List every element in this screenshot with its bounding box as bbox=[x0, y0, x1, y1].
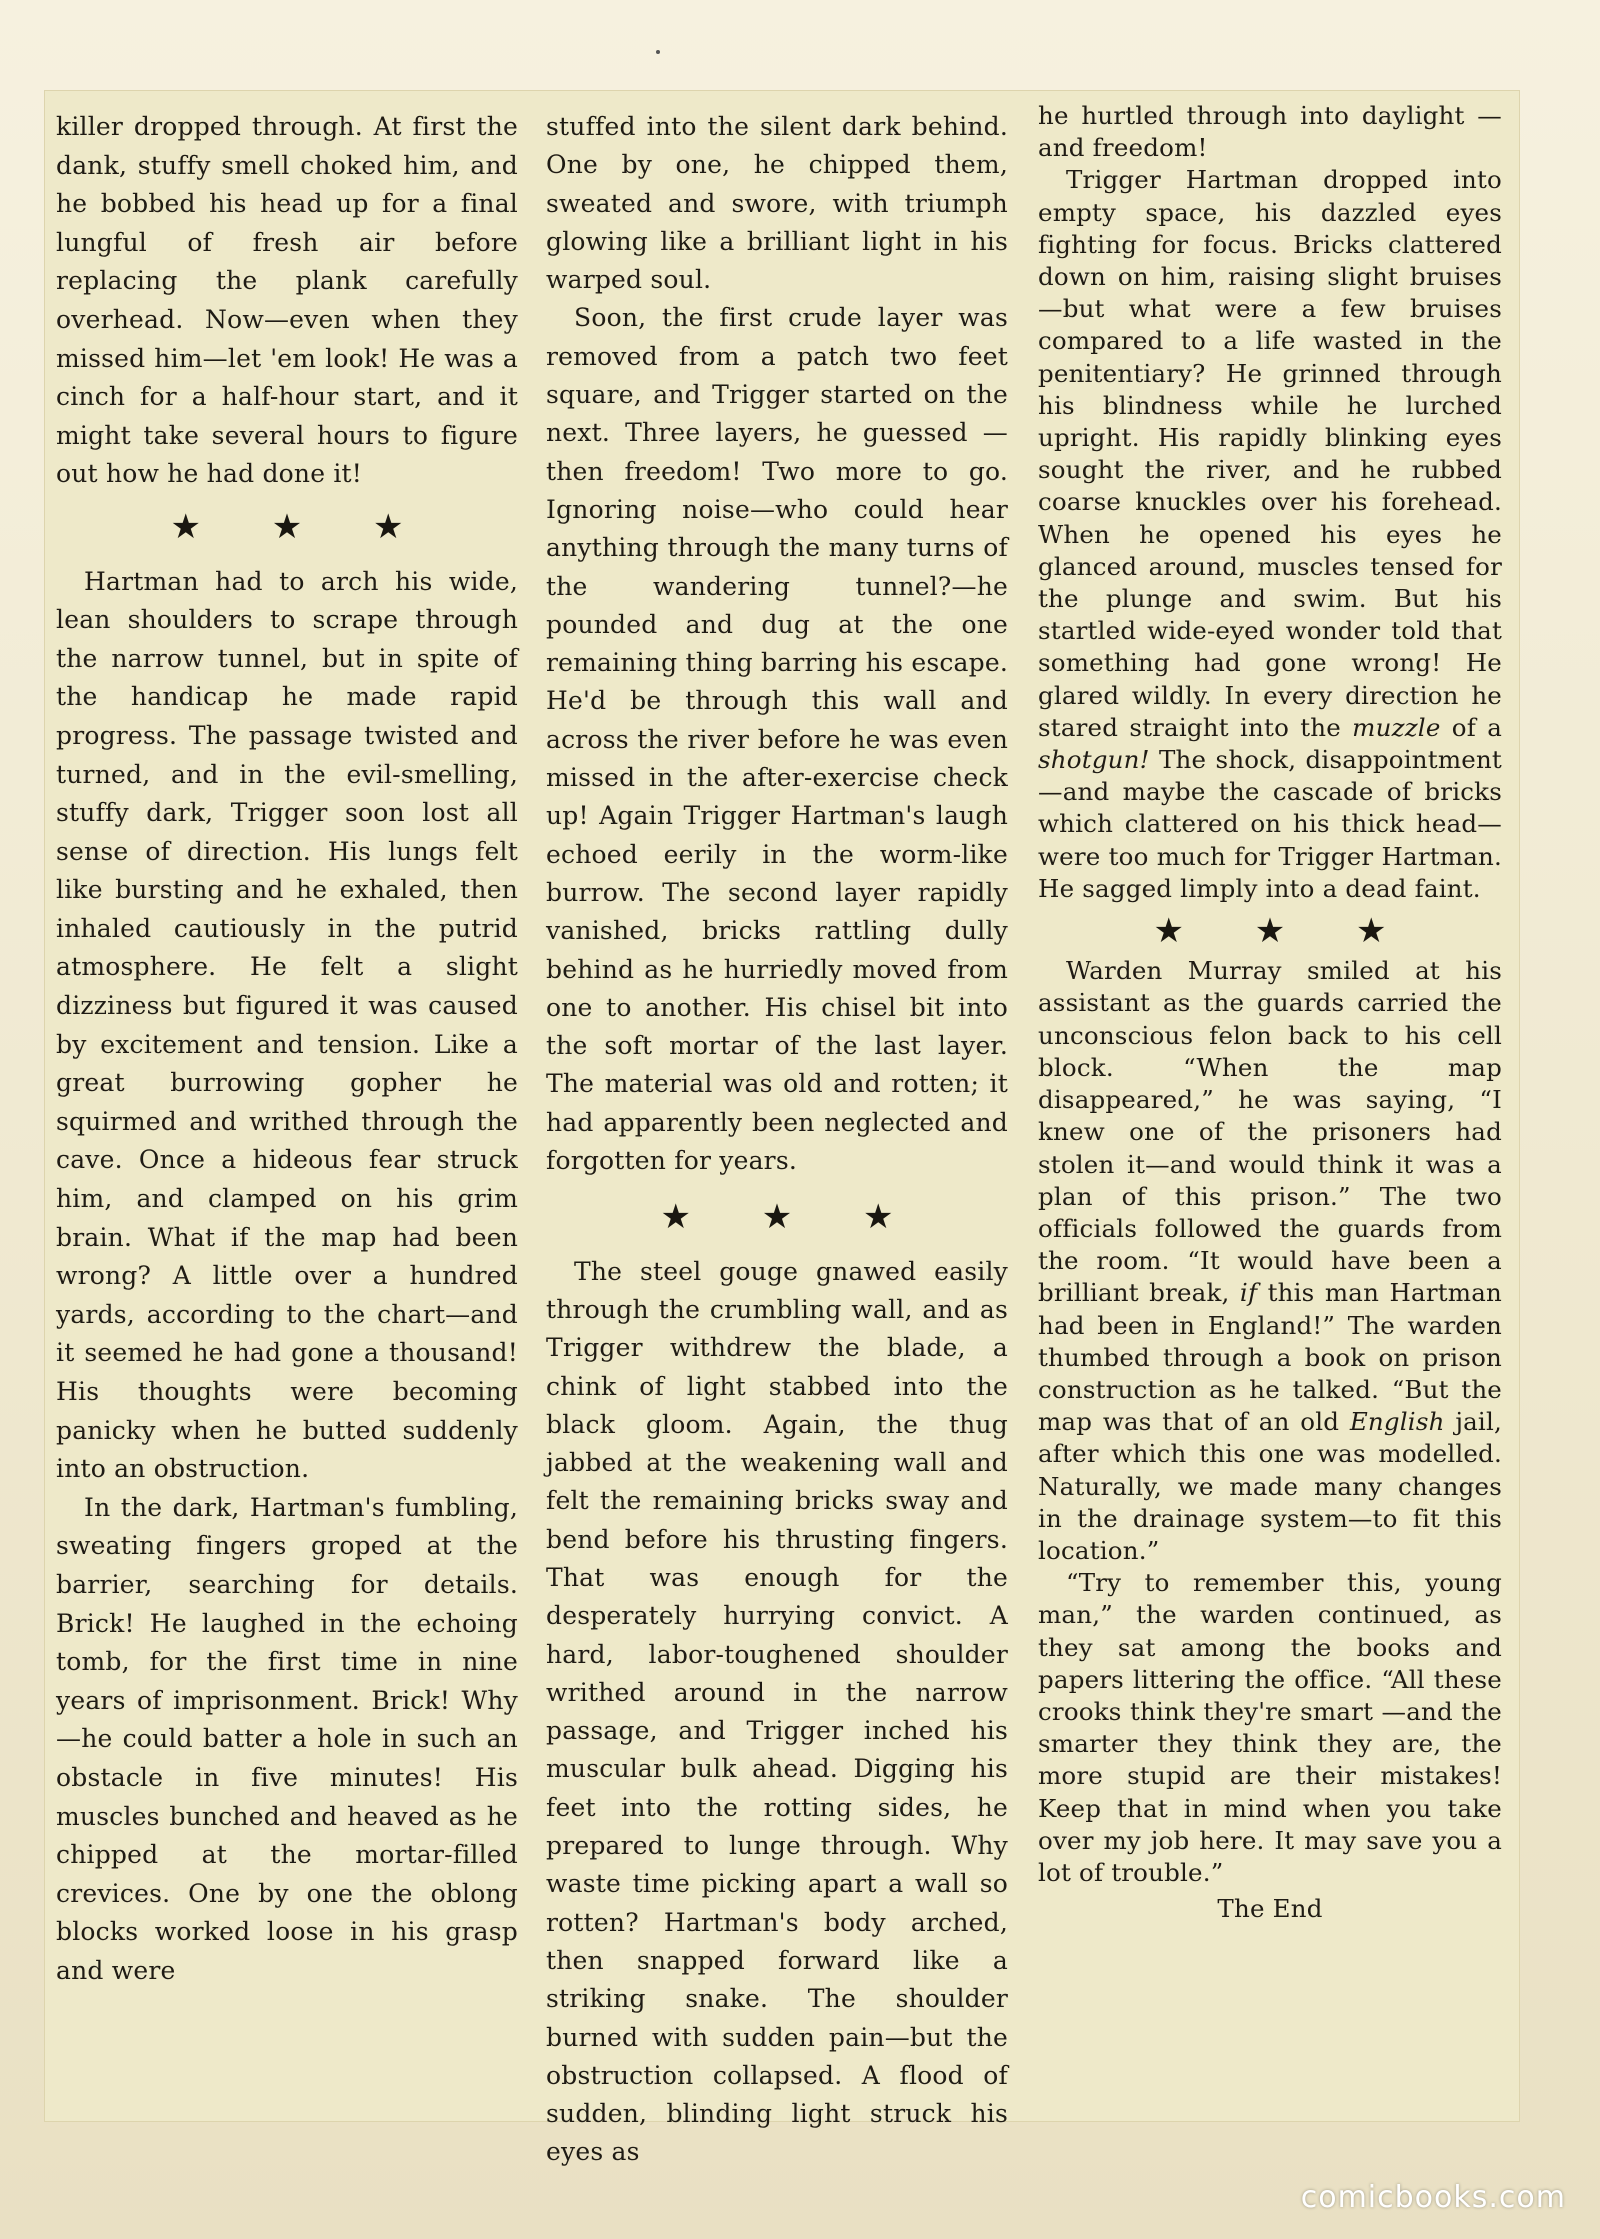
emphasis-text: English bbox=[1349, 1407, 1445, 1437]
section-break-stars: ★ ★ ★ bbox=[1153, 911, 1417, 952]
column-1 bbox=[56, 108, 518, 1991]
emphasis-text: shotgun! bbox=[1038, 745, 1150, 775]
paragraph bbox=[1038, 164, 1502, 905]
paragraph-text: this man Hartman had been in England!” The warden thumbed through a book on prison construction as he talked. “But the map was that of an old bbox=[1038, 1278, 1503, 1437]
column-3 bbox=[1038, 100, 1502, 1925]
paragraph: In the dark, Hartman's fumbling, sweating fingers groped at the barrier, searching for details. Brick! He laughed in the echoing tomb, for the first time in nine years of imprisonment. Brick! Why—he could batter a hole in such an obstacle in five minutes! His muscles bunched and heaved as he chipped at the mortar-filled crevices. One by one the oblong blocks worked loose in his grasp and were bbox=[56, 1492, 518, 1985]
paragraph bbox=[1038, 955, 1502, 1567]
print-speck bbox=[656, 50, 660, 54]
emphasis-text: if bbox=[1239, 1278, 1258, 1308]
paragraph-text: The shock, disappointment—and maybe the cascade of bricks which clattered on his thick head—were too much for Trigger Hartman. He sagged limply into a dead faint. bbox=[1038, 745, 1502, 903]
paragraph: Hartman had to arch his wide, lean shoulders to scrape through the narrow tunnel, but in spite of the handicap he made rapid progress. The passage twisted and turned, and in the evil-smelling, stuffy dark, Trigger soon lost all sense of direction. His lungs felt like bursting and he exhaled, then inhaled cautiously in the putrid atmosphere. He felt a slight dizziness but figured it was caused by excitement and tension. Like a great burrowing gopher he squirmed and writhed through the cave. Once a hideous fear struck him, and clamped on his grim brain. What if the map had been wrong? A little over a hundred yards, according to the chart—and it seemed he had gone a thousand! His thoughts were becoming panicky when he butted suddenly into an obstruction. bbox=[56, 566, 518, 1484]
paragraph-text: of a bbox=[1451, 712, 1502, 742]
paragraph: killer dropped through. At first the dank, stuffy smell choked him, and he bobbed his head up for a final lungful of fresh air before replacing the plank carefully overhead. Now—even when they missed him—let 'em look! He was a cinch for a half-hour start, and it might take several hours to figure out how he had done it! bbox=[56, 112, 518, 489]
the-end-label: The End bbox=[1217, 1894, 1323, 1924]
paragraph: “Try to remember this, young man,” the warden continued, as they sat among the books and papers littering the office. “All these crooks think they're smart —and the smarter they think they are, the more stupid are their mistakes! Keep that in mind when you take over my job here. It may save you a lot of trouble.” bbox=[1038, 1568, 1502, 1887]
paragraph: The steel gouge gnawed easily through the crumbling wall, and as Trigger withdrew the blade, a chink of light stabbed into the black gloom. Again, the thug jabbed at the weakening wall and felt the remaining bricks sway and bend before his thrusting fingers. That was enough for the desperately hurrying convict. A hard, labor-toughened shoulder writhed around in the narrow passage, and Trigger inched his muscular bulk ahead. Digging his feet into the rotting sides, he prepared to lunge through. Why waste time picking apart a wall so rotten? Hartman's body arched, then snapped forward like a striking snake. The shoulder burned with sudden pain—but the obstruction collapsed. A flood of sudden, blinding light struck his eyes as bbox=[546, 1256, 1008, 2167]
section-break-stars: ★ ★ ★ bbox=[660, 1197, 924, 1238]
paragraph-text: Warden Murray smiled at his assistant as the guards carried the unconscious felon back to his cell block. “When the map disappeared,” he was saying, “I knew one of the prisoners had stolen it—and would think it was a plan of this prison.” The two officials followed the guards from the room. “It would have been a brilliant break, bbox=[1038, 956, 1502, 1308]
column-2 bbox=[546, 108, 1008, 2172]
paragraph-text: Trigger Hartman dropped into empty space, his dazzled eyes fighting for focus. Bricks clattered down on him, raising slight bruises—but what were a few bruises compared to a life wasted in the penitentiary? He grinned through his blindness while he lurched upright. His rapidly blinking eyes sought the river, and he rubbed coarse knuckles over his forehead. When he opened his eyes he glanced around, muscles tensed for the plunge and swim. But his startled wide-eyed wonder told that something had gone wrong! He glared wildly. In every direction he stared straight into the bbox=[1038, 165, 1502, 742]
emphasis-text: muzzle bbox=[1352, 712, 1441, 742]
paragraph-text: jail, after which this one was modelled. Naturally, we made many changes in the drainage system—to fit this location.” bbox=[1038, 1407, 1502, 1565]
section-break-stars: ★ ★ ★ bbox=[170, 506, 434, 547]
watermark: comicbooks.com bbox=[1300, 2180, 1566, 2215]
paragraph: he hurtled through into daylight —and freedom! bbox=[1038, 101, 1502, 163]
paragraph: stuffed into the silent dark behind. One by one, he chipped them, sweated and swore, with triumph glowing like a brilliant light in his warped soul. bbox=[546, 112, 1008, 295]
paragraph: Soon, the first crude layer was removed from a patch two feet square, and Trigger started on the next. Three layers, he guessed —then freedom! Two more to go. Ignoring noise—who could hear anything through the many turns of the wandering tunnel?—he pounded and dug at the one remaining thing barring his escape. He'd be through this wall and across the river before he was even missed in the after-exercise check up! Again Trigger Hartman's laugh echoed eerily in the worm-like burrow. The second layer rapidly vanished, bricks rattling dully behind as he hurriedly moved from one to another. His chisel bit into the soft mortar of the last layer. The material was old and rotten; it had apparently been neglected and forgotten for years. bbox=[546, 303, 1008, 1176]
